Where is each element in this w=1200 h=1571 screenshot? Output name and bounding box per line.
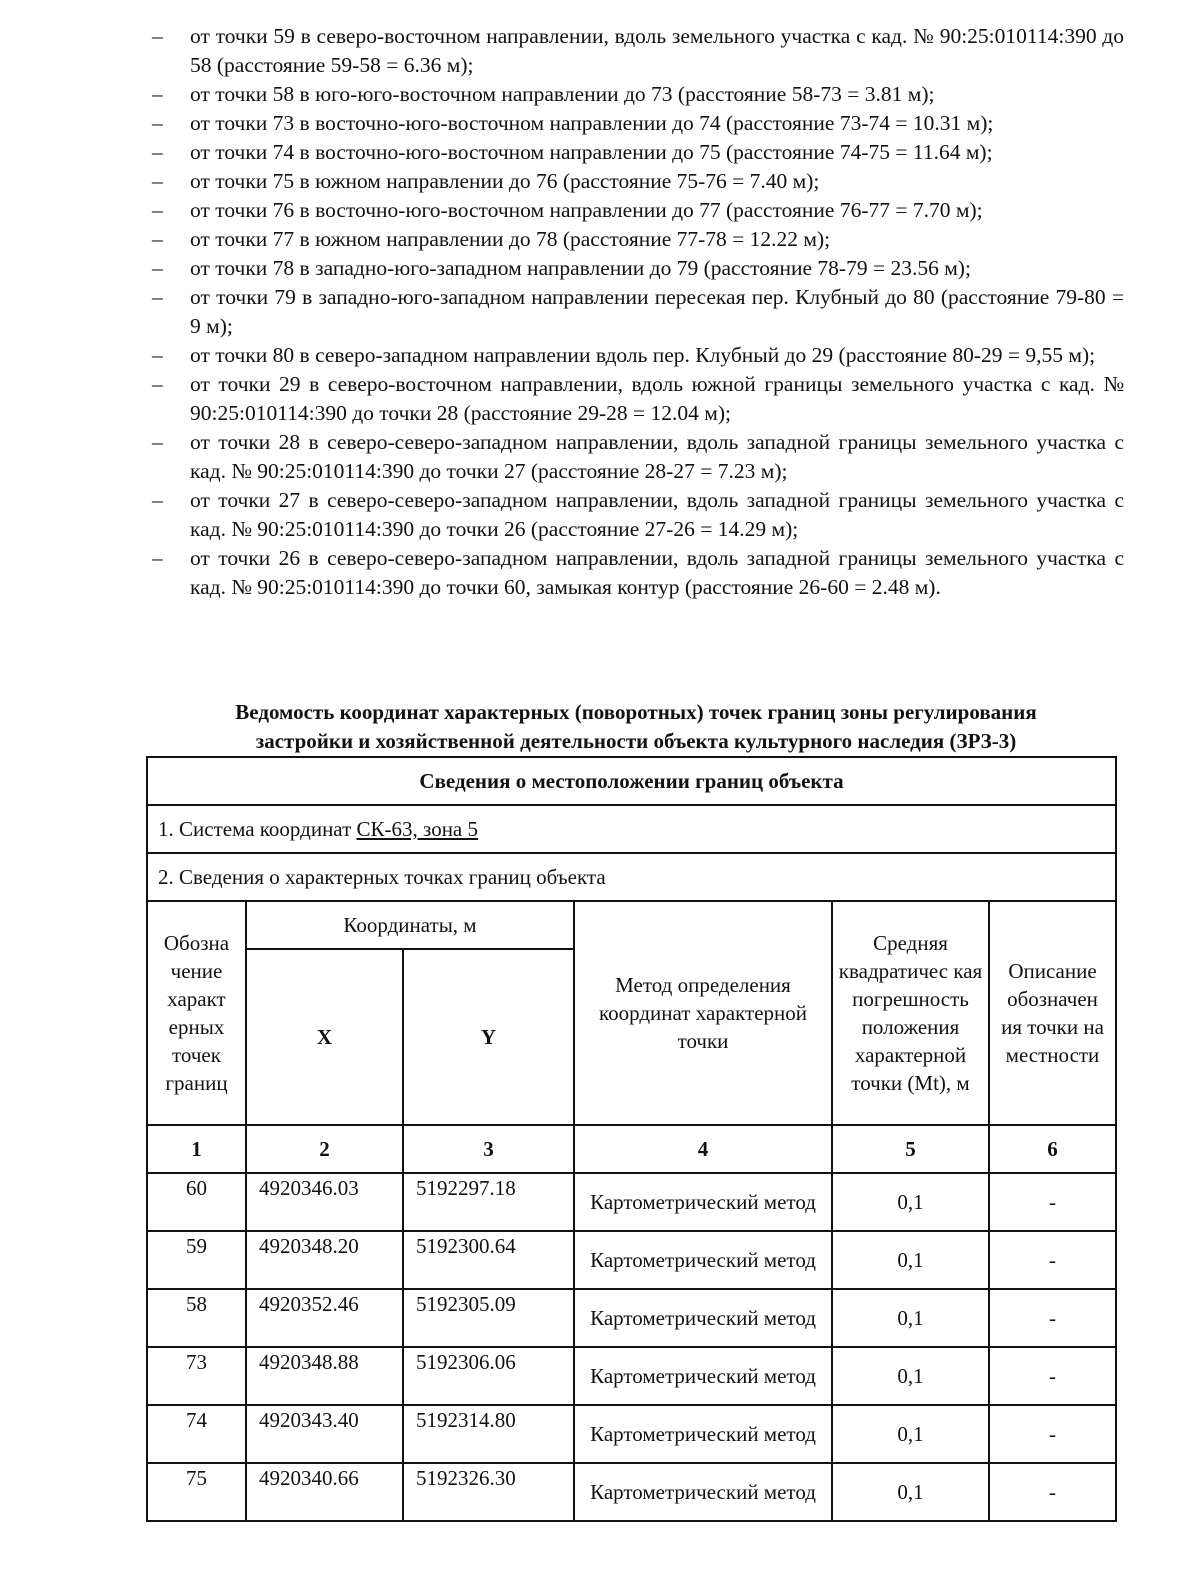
points-header-row: [147, 853, 1116, 901]
list-item: [148, 80, 1124, 109]
list-item-text: от точки 29 в северо-восточном направлении, вдоль южной границы земельного участка с кад. № 90:25:010114:390 до точки 28 (расстояние 29-28 = 12.04 м);: [190, 372, 1124, 425]
column-number: 4: [574, 1125, 832, 1173]
point-id: 73: [147, 1347, 246, 1405]
list-dash: –: [152, 82, 163, 106]
list-item: [148, 22, 1124, 80]
coord-y: 5192306.06: [403, 1347, 574, 1405]
col-header-error: Средняя квадратичес кая погрешность положения характерной точки (Mt), м: [832, 901, 989, 1125]
table-row: [147, 1173, 1116, 1231]
point-description: -: [989, 1347, 1116, 1405]
table-row: [147, 1463, 1116, 1521]
list-item: [148, 283, 1124, 341]
table-row: [147, 1405, 1116, 1463]
coord-x: 4920348.20: [246, 1231, 403, 1289]
col-header-y: Y: [403, 949, 574, 1125]
error-value: 0,1: [832, 1173, 989, 1231]
coord-x: 4920343.40: [246, 1405, 403, 1463]
list-item: [148, 370, 1124, 428]
list-item: [148, 254, 1124, 283]
coord-x: 4920340.66: [246, 1463, 403, 1521]
point-id: 74: [147, 1405, 246, 1463]
list-dash: –: [152, 111, 163, 135]
list-dash: –: [152, 488, 163, 512]
list-item-text: от точки 73 в восточно-юго-восточном направлении до 74 (расстояние 73-74 = 10.31 м);: [190, 111, 994, 135]
list-dash: –: [152, 285, 163, 309]
list-item: [148, 544, 1124, 602]
list-dash: –: [152, 372, 163, 396]
error-value: 0,1: [832, 1347, 989, 1405]
coord-y: 5192314.80: [403, 1405, 574, 1463]
method: Картометрический метод: [574, 1347, 832, 1405]
error-value: 0,1: [832, 1405, 989, 1463]
list-item-text: от точки 75 в южном направлении до 76 (расстояние 75-76 = 7.40 м);: [190, 169, 820, 193]
point-description: -: [989, 1289, 1116, 1347]
column-number: 3: [403, 1125, 574, 1173]
error-value: 0,1: [832, 1289, 989, 1347]
point-id: 58: [147, 1289, 246, 1347]
list-item-text: от точки 76 в восточно-юго-восточном направлении до 77 (расстояние 76-77 = 7.70 м);: [190, 198, 983, 222]
list-item: [148, 138, 1124, 167]
coord-x: 4920352.46: [246, 1289, 403, 1347]
list-dash: –: [152, 256, 163, 280]
list-dash: –: [152, 24, 163, 48]
list-dash: –: [152, 430, 163, 454]
list-item-text: от точки 79 в западно-юго-западном направлении пересекая пер. Клубный до 80 (расстояние 79-80 = 9 м);: [190, 285, 1124, 338]
point-id: 60: [147, 1173, 246, 1231]
method: Картометрический метод: [574, 1289, 832, 1347]
list-item: [148, 428, 1124, 486]
list-item: [148, 196, 1124, 225]
list-item-text: от точки 27 в северо-северо-западном направлении, вдоль западной границы земельного участка с кад. № 90:25:010114:390 до точки 26 (расстояние 27-26 = 14.29 м);: [190, 488, 1124, 541]
column-number: 2: [246, 1125, 403, 1173]
column-number: 1: [147, 1125, 246, 1173]
coord-y: 5192326.30: [403, 1463, 574, 1521]
list-item: [148, 225, 1124, 254]
list-item: [148, 341, 1124, 370]
coord-x: 4920348.88: [246, 1347, 403, 1405]
coord-system-cell: [147, 805, 1116, 853]
list-item-text: от точки 74 в восточно-юго-восточном направлении до 75 (расстояние 74-75 = 11.64 м);: [190, 140, 993, 164]
point-description: -: [989, 1463, 1116, 1521]
column-header-row: [147, 901, 1116, 949]
point-description: -: [989, 1405, 1116, 1463]
coord-system-row: [147, 805, 1116, 853]
list-dash: –: [152, 546, 163, 570]
table-row: [147, 1289, 1116, 1347]
boundary-description-list: [148, 22, 1124, 602]
method: Картометрический метод: [574, 1231, 832, 1289]
list-dash: –: [152, 227, 163, 251]
list-item-text: от точки 77 в южном направлении до 78 (расстояние 77-78 = 12.22 м);: [190, 227, 831, 251]
list-item-text: от точки 59 в северо-восточном направлении, вдоль земельного участка с кад. № 90:25:010114:390 до 58 (расстояние 59-58 = 6.36 м);: [190, 24, 1124, 77]
list-dash: –: [152, 140, 163, 164]
table-title-line: Ведомость координат характерных (поворотных) точек границ зоны регулирования: [235, 700, 1037, 724]
point-id: 59: [147, 1231, 246, 1289]
section-header: Сведения о местоположении границ объекта: [147, 757, 1116, 805]
column-number: 5: [832, 1125, 989, 1173]
list-item: [148, 486, 1124, 544]
coord-y: 5192305.09: [403, 1289, 574, 1347]
list-item-text: от точки 26 в северо-северо-западном направлении, вдоль западной границы земельного участка с кад. № 90:25:010114:390 до точки 60, замыкая контур (расстояние 26-60 = 2.48 м).: [190, 546, 1124, 599]
table-row: [147, 1231, 1116, 1289]
table-row: [147, 1347, 1116, 1405]
error-value: 0,1: [832, 1231, 989, 1289]
coordinates-table: [146, 756, 1117, 1522]
coord-y: 5192297.18: [403, 1173, 574, 1231]
list-dash: –: [152, 343, 163, 367]
point-description: -: [989, 1173, 1116, 1231]
point-id: 75: [147, 1463, 246, 1521]
section-header-row: [147, 757, 1116, 805]
col-header-description: Описание обозначен ия точки на местности: [989, 901, 1116, 1125]
column-number-row: [147, 1125, 1116, 1173]
method: Картометрический метод: [574, 1173, 832, 1231]
method: Картометрический метод: [574, 1405, 832, 1463]
table-title-line: застройки и хозяйственной деятельности объекта культурного наследия (ЗРЗ-3): [255, 729, 1017, 753]
coord-system-label: 1. Система координат: [158, 816, 357, 841]
column-number: 6: [989, 1125, 1116, 1173]
col-header-method: Метод определения координат характерной точки: [574, 901, 832, 1125]
method: Картометрический метод: [574, 1463, 832, 1521]
point-description: -: [989, 1231, 1116, 1289]
list-item-text: от точки 58 в юго-юго-восточном направлении до 73 (расстояние 58-73 = 3.81 м);: [190, 82, 935, 106]
list-item-text: от точки 28 в северо-северо-западном направлении, вдоль западной границы земельного участка с кад. № 90:25:010114:390 до точки 27 (расстояние 28-27 = 7.23 м);: [190, 430, 1124, 483]
coord-x: 4920346.03: [246, 1173, 403, 1231]
error-value: 0,1: [832, 1463, 989, 1521]
list-item: [148, 109, 1124, 138]
points-header: 2. Сведения о характерных точках границ объекта: [147, 853, 1116, 901]
coord-y: 5192300.64: [403, 1231, 574, 1289]
table-title: [148, 698, 1124, 756]
list-dash: –: [152, 169, 163, 193]
list-item-text: от точки 78 в западно-юго-западном направлении до 79 (расстояние 78-79 = 23.56 м);: [190, 256, 971, 280]
list-item: [148, 167, 1124, 196]
list-dash: –: [152, 198, 163, 222]
coord-system-value: СК-63, зона 5: [356, 816, 479, 841]
col-header-point: Обозна чение характ ерных точек границ: [147, 901, 246, 1125]
col-header-x: X: [246, 949, 403, 1125]
col-header-coords: Координаты, м: [246, 901, 574, 949]
list-item-text: от точки 80 в северо-западном направлении вдоль пер. Клубный до 29 (расстояние 80-29 = 9,55 м);: [190, 343, 1096, 367]
